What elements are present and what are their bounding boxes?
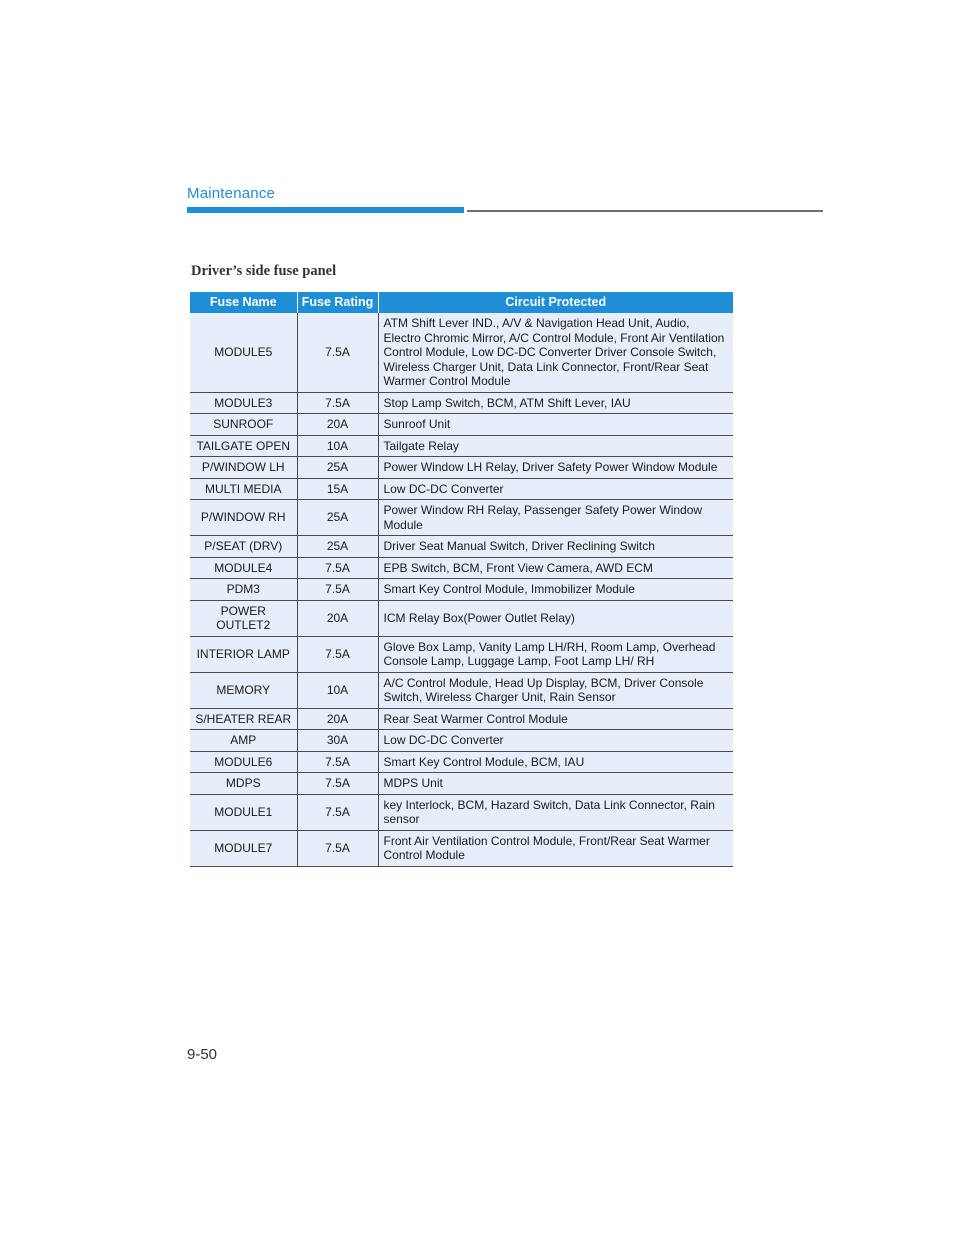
table-row: [190, 672, 733, 708]
circuit-protected-cell: key Interlock, BCM, Hazard Switch, Data Link Connector, Rain sensor: [378, 794, 733, 830]
table-row: [190, 500, 733, 536]
circuit-protected-cell: Tailgate Relay: [378, 435, 733, 457]
fuse-rating-cell: 7.5A: [297, 751, 378, 773]
table-row: [190, 708, 733, 730]
fuse-rating-cell: 7.5A: [297, 830, 378, 866]
page-number: 9-50: [187, 1046, 218, 1063]
fuse-rating-cell: 7.5A: [297, 773, 378, 795]
table-row: [190, 579, 733, 601]
circuit-protected-cell: Smart Key Control Module, BCM, IAU: [378, 751, 733, 773]
fuse-rating-cell: 25A: [297, 457, 378, 479]
fuse-rating-cell: 7.5A: [297, 392, 378, 414]
fuse-name-cell: SUNROOF: [190, 414, 297, 436]
fuse-rating-cell: 20A: [297, 600, 378, 636]
circuit-protected-cell: Rear Seat Warmer Control Module: [378, 708, 733, 730]
circuit-protected-cell: Low DC-DC Converter: [378, 730, 733, 752]
fuse-table: [190, 292, 733, 867]
fuse-rating-cell: 30A: [297, 730, 378, 752]
fuse-rating-cell: 7.5A: [297, 636, 378, 672]
circuit-protected-cell: Driver Seat Manual Switch, Driver Reclining Switch: [378, 536, 733, 558]
fuse-rating-cell: 25A: [297, 536, 378, 558]
circuit-protected-cell: EPB Switch, BCM, Front View Camera, AWD ECM: [378, 557, 733, 579]
circuit-protected-cell: Power Window RH Relay, Passenger Safety Power Window Module: [378, 500, 733, 536]
fuse-table-header: [190, 292, 733, 313]
column-header-circuit-protected: Circuit Protected: [378, 292, 733, 313]
fuse-rating-cell: 20A: [297, 414, 378, 436]
section-title: Maintenance: [187, 185, 276, 202]
fuse-name-cell: POWER OUTLET2: [190, 600, 297, 636]
fuse-name-cell: P/WINDOW LH: [190, 457, 297, 479]
circuit-protected-cell: Stop Lamp Switch, BCM, ATM Shift Lever, IAU: [378, 392, 733, 414]
table-row: [190, 536, 733, 558]
page-heading: Driver’s side fuse panel: [191, 263, 337, 279]
fuse-rating-cell: 20A: [297, 708, 378, 730]
header-rule-gray: [467, 210, 823, 212]
fuse-name-cell: MODULE4: [190, 557, 297, 579]
table-row: [190, 830, 733, 866]
fuse-rating-cell: 7.5A: [297, 579, 378, 601]
fuse-name-cell: S/HEATER REAR: [190, 708, 297, 730]
circuit-protected-cell: Smart Key Control Module, Immobilizer Module: [378, 579, 733, 601]
fuse-name-cell: P/WINDOW RH: [190, 500, 297, 536]
fuse-name-cell: MEMORY: [190, 672, 297, 708]
fuse-rating-cell: 25A: [297, 500, 378, 536]
fuse-name-cell: TAILGATE OPEN: [190, 435, 297, 457]
table-row: [190, 557, 733, 579]
fuse-name-cell: MODULE7: [190, 830, 297, 866]
column-header-fuse-rating: Fuse Rating: [297, 292, 378, 313]
circuit-protected-cell: Sunroof Unit: [378, 414, 733, 436]
circuit-protected-cell: Low DC-DC Converter: [378, 478, 733, 500]
circuit-protected-cell: Front Air Ventilation Control Module, Front/Rear Seat Warmer Control Module: [378, 830, 733, 866]
column-header-fuse-name: Fuse Name: [190, 292, 297, 313]
table-row: [190, 435, 733, 457]
fuse-name-cell: PDM3: [190, 579, 297, 601]
fuse-name-cell: MDPS: [190, 773, 297, 795]
circuit-protected-cell: Power Window LH Relay, Driver Safety Power Window Module: [378, 457, 733, 479]
fuse-rating-cell: 7.5A: [297, 557, 378, 579]
table-row: [190, 636, 733, 672]
fuse-name-cell: INTERIOR LAMP: [190, 636, 297, 672]
table-row: [190, 730, 733, 752]
circuit-protected-cell: ICM Relay Box(Power Outlet Relay): [378, 600, 733, 636]
table-row: [190, 414, 733, 436]
table-row: [190, 600, 733, 636]
fuse-table-body: [190, 313, 733, 866]
circuit-protected-cell: ATM Shift Lever IND., A/V & Navigation Head Unit, Audio, Electro Chromic Mirror, A/C Control Module, Front Air Ventilation Control Module, Low DC-DC Converter Driver Console Switch, Wireless Charger Unit, Data Link Connector, Front/Rear Seat Warmer Control Module: [378, 313, 733, 392]
fuse-name-cell: MULTI MEDIA: [190, 478, 297, 500]
fuse-rating-cell: 7.5A: [297, 313, 378, 392]
table-row: [190, 313, 733, 392]
table-row: [190, 478, 733, 500]
fuse-rating-cell: 10A: [297, 435, 378, 457]
fuse-name-cell: MODULE6: [190, 751, 297, 773]
circuit-protected-cell: Glove Box Lamp, Vanity Lamp LH/RH, Room Lamp, Overhead Console Lamp, Luggage Lamp, Foot Lamp LH/ RH: [378, 636, 733, 672]
circuit-protected-cell: A/C Control Module, Head Up Display, BCM, Driver Console Switch, Wireless Charger Unit, Rain Sensor: [378, 672, 733, 708]
header-rule-accent: [187, 207, 464, 213]
fuse-name-cell: P/SEAT (DRV): [190, 536, 297, 558]
table-row: [190, 773, 733, 795]
fuse-rating-cell: 7.5A: [297, 794, 378, 830]
fuse-name-cell: AMP: [190, 730, 297, 752]
fuse-rating-cell: 15A: [297, 478, 378, 500]
table-row: [190, 794, 733, 830]
table-row: [190, 392, 733, 414]
fuse-name-cell: MODULE3: [190, 392, 297, 414]
table-row: [190, 457, 733, 479]
circuit-protected-cell: MDPS Unit: [378, 773, 733, 795]
fuse-rating-cell: 10A: [297, 672, 378, 708]
fuse-name-cell: MODULE1: [190, 794, 297, 830]
table-row: [190, 751, 733, 773]
fuse-name-cell: MODULE5: [190, 313, 297, 392]
